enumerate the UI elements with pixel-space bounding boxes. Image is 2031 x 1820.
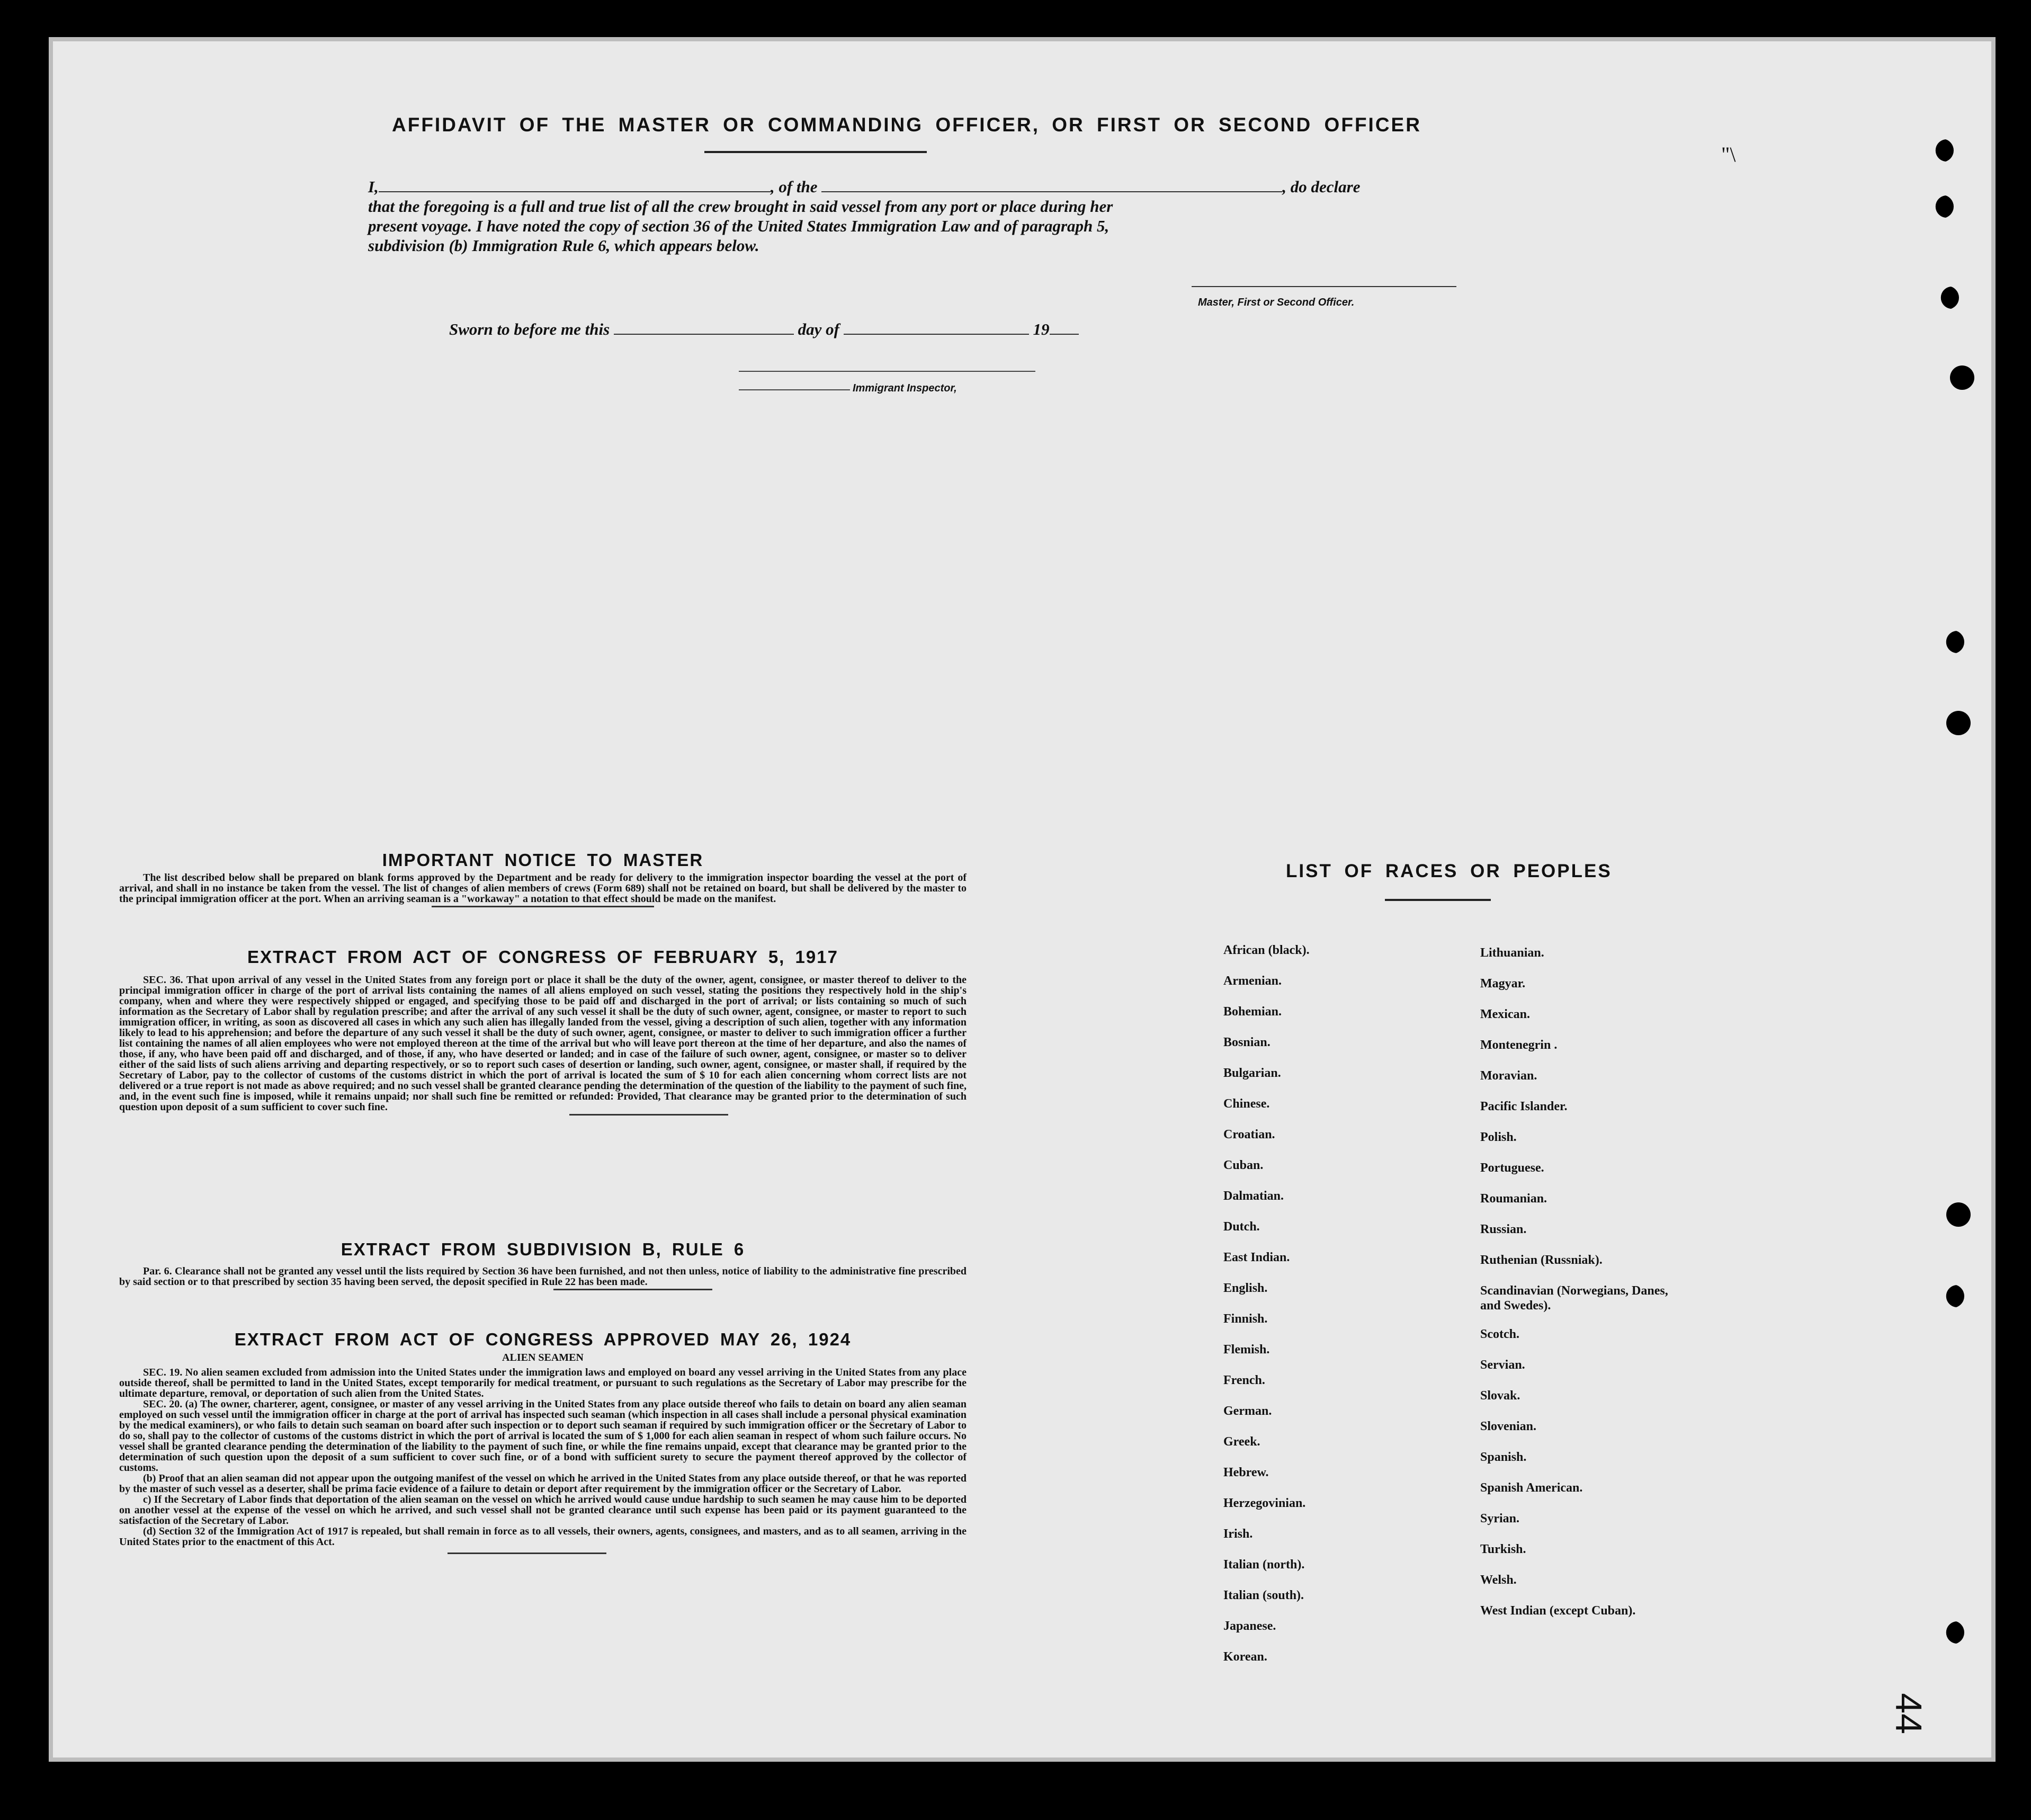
- race-item: Russian.: [1480, 1223, 1527, 1236]
- race-item: Bulgarian.: [1223, 1066, 1281, 1080]
- race-item: Magyar.: [1480, 977, 1526, 991]
- notice-title: IMPORTANT NOTICE TO MASTER: [382, 850, 704, 870]
- declaration-suffix: , do declare: [1282, 177, 1361, 196]
- race-item: Croatian.: [1223, 1128, 1275, 1141]
- binder-hole: [1930, 139, 1954, 162]
- race-item: Scotch.: [1480, 1327, 1519, 1341]
- binder-hole: [1946, 711, 1971, 735]
- declaration-line-3: present voyage. I have noted the copy of section 36 of the United States Immigration Law and of paragraph 5,: [368, 217, 1110, 235]
- notice-text: The list described below shall be prepared on blank forms approved by the Department and be ready for delivery to the immigration inspector boarding the vessel at the port of arrival, and shall in no instance be taken from the vessel. The list of changes of alien members of crews (Form 689) shall not be retained on board, but shall be delivered by the master to the principal immigration officer at the port. When an arriving seaman is a "workaway" a notation to that effect should be made on the manifest.: [119, 872, 967, 905]
- race-item: Slovenian.: [1480, 1420, 1537, 1433]
- binder-hole: [1941, 630, 1964, 654]
- alien-seamen-subtitle: ALIEN SEAMEN: [502, 1352, 584, 1363]
- race-item: Scandinavian (Norwegians, Danes, and Swedes).: [1480, 1284, 1668, 1313]
- race-item: Bohemian.: [1223, 1005, 1282, 1019]
- race-item: Irish.: [1223, 1527, 1253, 1541]
- inspector-signature-line: [739, 371, 1035, 372]
- race-item: Moravian.: [1480, 1069, 1537, 1083]
- declaration-line-4: subdivision (b) Immigration Rule 6, which appears below.: [368, 236, 759, 255]
- master-signature-label: Master, First or Second Officer.: [1198, 297, 1355, 308]
- race-item: Armenian.: [1223, 974, 1282, 988]
- race-item: Herzegovinian.: [1223, 1496, 1306, 1510]
- inspector-signature-line-2: [739, 389, 850, 390]
- rule6-text: Par. 6. Clearance shall not be granted any vessel until the lists required by Section 36 have been furnished, and not then unless, notice of liability to the administrative fine prescribed by said section or to that prescribed by section 35 having been served, the deposit specified in Rule 22 has been made.: [119, 1265, 967, 1288]
- corner-mark: "\: [1721, 142, 1736, 166]
- act-1924-sec20b: (b) Proof that an alien seaman did not appear upon the outgoing manifest of the vessel on which he arrived in the United States from any place outside thereof, or that he was reported by the master of such vessel as a deserter, shall be prima facie evidence of a failure to detain or deport after requirement by the immigration officer or the Secretary of Labor.: [119, 1473, 967, 1495]
- binder-hole: [1941, 1621, 1964, 1644]
- affidavit-heading: AFFIDAVIT OF THE MASTER OR COMMANDING OFFICER, OR FIRST OR SECOND OFFICER: [392, 114, 1421, 136]
- act-1924-sec20d: (d) Section 32 of the Immigration Act of 1917 is repealed, but shall remain in force as to all vessels, their owners, agents, consignees, and masters, and as to all seamen, arriving in the United States prior to the enactment of this Act.: [119, 1525, 967, 1548]
- act-1924-title: EXTRACT FROM ACT OF CONGRESS APPROVED MAY 26, 1924: [234, 1330, 852, 1349]
- declaration-mid: , of the: [770, 177, 818, 196]
- race-item: Hebrew.: [1223, 1466, 1269, 1479]
- heading-underline: [704, 151, 927, 153]
- race-item: Mexican.: [1480, 1007, 1530, 1021]
- race-item: African (black).: [1223, 943, 1310, 957]
- binder-hole: [1950, 365, 1974, 390]
- declaration-line-1: [368, 177, 1459, 197]
- race-item: French.: [1223, 1373, 1265, 1387]
- race-item: Italian (north).: [1223, 1558, 1305, 1572]
- binder-hole: [1946, 1202, 1971, 1227]
- race-item: Portuguese.: [1480, 1161, 1544, 1175]
- sworn-year-blank: [1050, 319, 1079, 335]
- race-item: West Indian (except Cuban).: [1480, 1604, 1636, 1618]
- vessel-blank: [821, 191, 1282, 192]
- binder-hole: [1930, 195, 1954, 218]
- races-list-left: [1223, 943, 1425, 1680]
- sworn-date-blank: [614, 319, 794, 335]
- inspector-label: Immigrant Inspector,: [853, 382, 957, 394]
- race-item: Japanese.: [1223, 1619, 1276, 1633]
- race-item: Polish.: [1480, 1130, 1517, 1144]
- binder-hole: [1936, 286, 1959, 309]
- races-title: LIST OF RACES OR PEOPLES: [1286, 861, 1612, 881]
- binder-hole: [1941, 1284, 1964, 1308]
- master-signature-line: [1192, 286, 1456, 287]
- declaration-line-2: that the foregoing is a full and true list of all the crew brought in said vessel from any port or place during her: [368, 197, 1113, 216]
- race-item: Servian.: [1480, 1358, 1525, 1372]
- race-item: East Indian.: [1223, 1251, 1290, 1264]
- race-item: Bosnian.: [1223, 1036, 1271, 1049]
- rule6-title: EXTRACT FROM SUBDIVISION B, RULE 6: [341, 1239, 745, 1259]
- act-1917-rule: [569, 1114, 728, 1116]
- declaration-prefix: I,: [368, 177, 379, 196]
- race-item: Spanish.: [1480, 1450, 1527, 1464]
- act-1924-section: [119, 1330, 967, 1554]
- race-item: Dutch.: [1223, 1220, 1260, 1234]
- races-title-rule: [1385, 899, 1491, 901]
- race-item: Greek.: [1223, 1435, 1260, 1449]
- act-1924-sec20c: c) If the Secretary of Labor finds that deportation of the alien seaman on the vessel on which he arrived would cause undue hardship to such seamen he may cause him to be deported on another vessel at the expense of the vessel on which he arrived, and such vessel shall not be granted clearance until such expense has been paid or its payment guaranteed to the satisfaction of the Secretary of Labor.: [119, 1494, 967, 1527]
- race-item: Welsh.: [1480, 1573, 1517, 1587]
- sworn-month-blank: [844, 319, 1029, 335]
- race-item: Turkish.: [1480, 1542, 1526, 1556]
- race-item: Roumanian.: [1480, 1192, 1547, 1206]
- race-item: Flemish.: [1223, 1343, 1270, 1357]
- notice-rule: [432, 906, 654, 907]
- race-item: German.: [1223, 1404, 1272, 1418]
- sworn-day-label: day of: [798, 320, 839, 338]
- race-item: Italian (south).: [1223, 1589, 1304, 1602]
- race-item: Lithuanian.: [1480, 946, 1544, 960]
- sworn-line: [449, 319, 1191, 339]
- race-item: Cuban.: [1223, 1158, 1264, 1172]
- act-1924-sec19: SEC. 19. No alien seamen excluded from admission into the United States under the immigration laws and employed on board any vessel arriving in the United States from any place outside thereof, shall be permitted to land in the United States, except temporarily for medical treatment, or pursuant to such regulations as the Secretary of Labor may prescribe for the ultimate departure, removal, or deportation of such alien from the United States.: [119, 1367, 967, 1399]
- act-1917-section: [119, 947, 967, 1116]
- race-item: Dalmatian.: [1223, 1189, 1284, 1203]
- rule6-section: [119, 1239, 967, 1290]
- race-item: Finnish.: [1223, 1312, 1268, 1326]
- sworn-year-label: 19: [1033, 320, 1050, 338]
- act-1917-title: EXTRACT FROM ACT OF CONGRESS OF FEBRUARY 5, 1917: [247, 947, 838, 967]
- rule6-rule: [553, 1289, 712, 1290]
- race-item: Pacific Islander.: [1480, 1100, 1568, 1113]
- act-1924-sec20a: SEC. 20. (a) The owner, charterer, agent, consignee, or master of any vessel arriving in the United States from any place outside thereof who fails to detain on board any alien seaman employed on such vessel until the immigration officer in charge at the port of arrival has inspected such seaman (which inspection in all cases shall include a personal physical examination by the medical examiners), or who fails to detain such seaman on board after such inspection or to deport such seaman if required by such immigration officer or the Secretary of Labor to do so, shall pay to the collector of customs of the customs district in which the port of arrival is located the sum of $ 1,000 for each alien seaman in respect of whom such failure occurs. No vessel shall be granted clearance pending the determination of the liability to the payment of such fine, or while the fine remains unpaid, except that clearance may be granted prior to the determination of such question upon the deposit of a sum sufficient to cover such fine, or of a bond with sufficient surety to secure the payment thereof approved by the collector of customs.: [119, 1398, 967, 1474]
- race-item: Korean.: [1223, 1650, 1267, 1664]
- act-1924-rule: [448, 1553, 606, 1554]
- race-item: English.: [1223, 1281, 1268, 1295]
- race-item: Chinese.: [1223, 1097, 1270, 1111]
- page-number: 44: [1887, 1693, 1929, 1734]
- name-blank: [379, 191, 771, 192]
- race-item: Slovak.: [1480, 1389, 1520, 1403]
- races-list-right: [1480, 945, 1671, 1647]
- race-item: Spanish American.: [1480, 1481, 1583, 1495]
- race-item: Montenegrin .: [1480, 1038, 1558, 1052]
- notice-section: [119, 850, 967, 907]
- act-1917-text: SEC. 36. That upon arrival of any vessel in the United States from any foreign port or place it shall be the duty of the owner, agent, consignee, or master thereof to deliver to the principal immigration officer in charge of the port of arrival lists containing the names of all aliens employed on such vessel, stating the positions they respectively hold in the ship's company, when and where they were respectively shipped or engaged, and specifying those to be paid off and discharged in the port of arrival; or lists containing so much of such information as the Secretary of Labor shall by regulation prescribe; and after the arrival of any such vessel it shall be the duty of such owner, agent, consignee, or master to report to such immigration officer, in writing, as soon as discovered all cases in which any such alien has illegally landed from the vessel, giving a description of such alien, together with any information likely to lead to his apprehension; and before the departure of any such vessel it shall be the duty of such owner, agent, consignee, or master to deliver to such immigration officer a further list containing the names of all alien employees who were not employed thereon at the time of the arrival but who will leave port thereon at the time of her departure, and also the names of those, if any, who have been paid off and discharged, and of those, if any, who have deserted or landed; and in case of the failure of such owner, agent, consignee, or master so to deliver either of the said lists of such aliens arriving and departing respectively, or so to report such cases of desertion or landing, such owner, agent, consignee, or master shall, if required by the Secretary of Labor, pay to the collector of customs of the customs district in which the port of arrival is located the sum of $ 10 for each alien concerning whom correct lists are not delivered or a true report is not made as above required; and no such vessel shall be granted clearance pending the determination of the question of the liability to the payment of such fine, and, in the event such fine is imposed, while it remains unpaid; nor shall such fine be remitted or refunded: Provided, That clearance may be granted prior to the determination of such question upon deposit of a sum sufficient to cover such fine.: [119, 974, 967, 1113]
- race-item: Ruthenian (Russniak).: [1480, 1253, 1603, 1267]
- race-item: Syrian.: [1480, 1512, 1520, 1525]
- sworn-prefix: Sworn to before me this: [449, 320, 610, 338]
